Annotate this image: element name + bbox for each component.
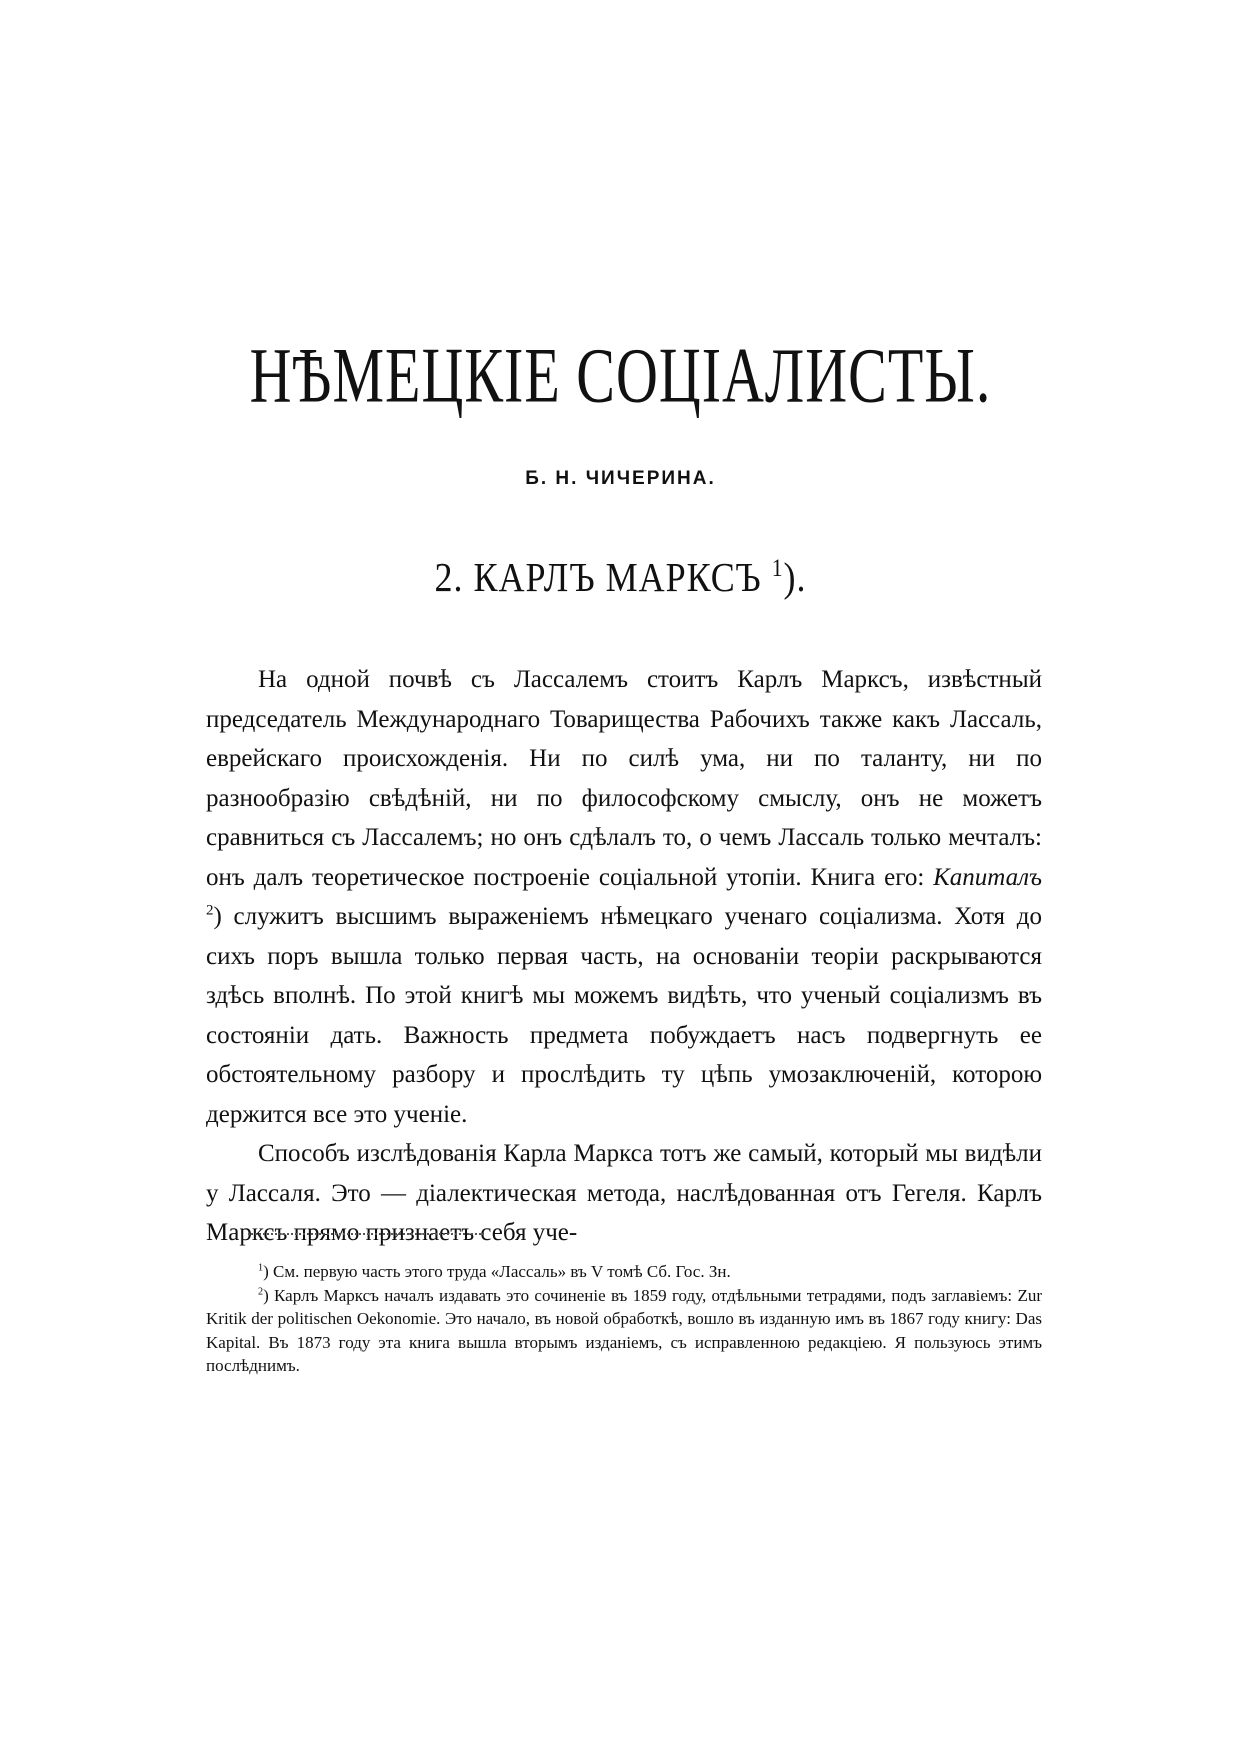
footnote-separator [248,1233,484,1235]
footnote-1-text: ) См. первую часть этого труда «Лассаль» въ V томѣ Сб. Гос. Зн. [263,1262,731,1281]
section-footnote-marker[interactable]: 1 [771,554,784,582]
footnote-2-text: ) Карлъ Марксъ началъ издавать это сочиненіе въ 1859 году, отдѣльными тетрадями, подъ заглавіемъ: Zur Kritik der politischen Oekonomie. Это начало, въ новой обработкѣ, вошло въ изданную имъ въ 1867 году книгу: Das Kapital. Въ 1873 году эта книга вышла вторымъ изданіемъ, съ исправленною редакціею. Я пользуюсь этимъ послѣднимъ. [206,1285,1042,1375]
footnote-1 [206,1260,1042,1284]
page-title: НѢМЕЦКІЕ СОЦІАЛИСТЫ. [249,331,992,420]
section-heading-text: 2. КАРЛЪ МАРКСЪ [434,554,762,601]
author-byline: Б. Н. ЧИЧЕРИНА. [525,468,716,489]
footnote-1-label: 1 [258,1262,264,1274]
footnotes [206,1260,1042,1378]
footnote-2-label: 2 [258,1285,264,1297]
section-heading [0,553,1241,601]
section-heading-closing: ). [783,554,807,601]
paragraph-2: Способъ изслѣдованія Карла Маркса тотъ же самый, который мы видѣли у Лассаля. Это — діалектическая метода, наслѣдованная отъ Гегеля. Карлъ Марксъ прямо признаетъ себя уче- [206,1140,1042,1246]
paragraph-1-text-start: На одной почвѣ съ Лассалемъ стоитъ Карлъ Марксъ, извѣстный председатель Международнаго Товарищества Рабочихъ также какъ Лассаль, еврейскаго происхожденія. Ни по силѣ ума, ни по таланту, ни по разнообразію свѣдѣній, ни по философскому смыслу, онъ не можетъ сравниться съ Лассалемъ; но онъ сдѣлалъ то, о чемъ Лассаль только мечталъ: онъ далъ теоретическое построеніе соціальной утопіи. Книга его: [206,666,1042,891]
footnote-2-marker[interactable]: 2 [206,902,214,919]
footnote-2 [206,1284,1042,1378]
book-title-capital: Капиталъ [933,863,1042,891]
paragraph-1 [206,660,1042,1134]
paragraph-1-text-end: ) служитъ высшимъ выраженіемъ нѣмецкаго ученаго соціализма. Хотя до сихъ поръ вышла только первая часть, на основаніи теоріи раскрываются здѣсь вполнѣ. По этой книгѣ мы можемъ видѣть, что ученый соціализмъ въ состояніи дать. Важность предмета побуждаетъ насъ подвергнуть ее обстоятельному разбору и прослѣдить ту цѣпь умозаключеній, которою держится все это ученіе. [206,903,1042,1128]
main-text [206,660,1042,1253]
